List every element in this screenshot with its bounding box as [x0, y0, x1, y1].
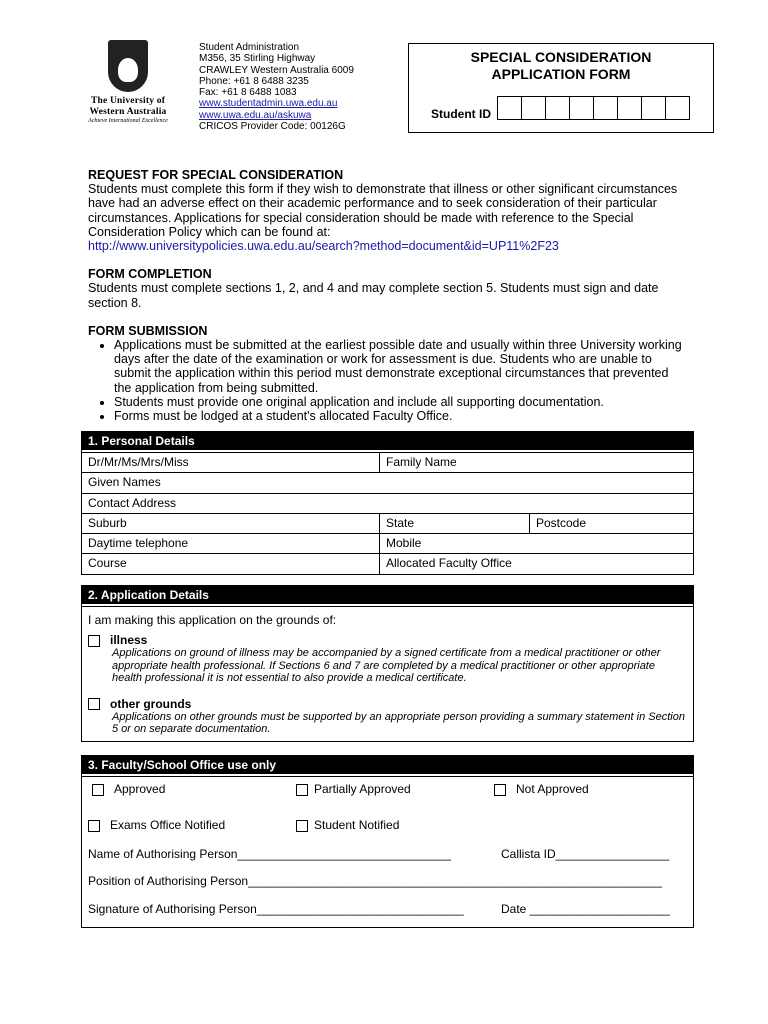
approved-label: Approved [114, 782, 166, 796]
submission-bullet: • Students must provide one original application and include all supporting documentation. [114, 395, 688, 409]
approved-checkbox[interactable] [92, 784, 104, 796]
callista-id-line[interactable]: Callista ID_________________ [501, 847, 670, 861]
other-grounds-label: other grounds [110, 696, 192, 711]
exams-office-notified-checkbox[interactable] [88, 820, 100, 832]
section-header: 3. Faculty/School Office use only [82, 756, 693, 776]
address-line: M356, 35 Stirling Highway [199, 53, 316, 65]
section-header: 2. Application Details [82, 586, 693, 606]
grounds-intro: I am making this application on the grounds of: [88, 613, 337, 627]
university-logo [88, 40, 168, 124]
form-title: SPECIAL CONSIDERATION [470, 49, 652, 65]
submission-bullet: • Forms must be lodged at a student's allocated Faculty Office. [114, 409, 688, 423]
policy-link[interactable]: http://www.universitypolicies.uwa.edu.au/search?method=document&id=UP11%2F23 [88, 239, 559, 254]
section-application-details [81, 585, 694, 742]
illness-note: Applications on ground of illness may be accompanied by a signed certificate from a medical practitioner or other appropriate health professional. If Sections 6 and 7 are completed by a medical practitioner or other appropriate health professional it is not essential to also provide a medical certificate. [112, 647, 661, 684]
illness-label: illness [110, 633, 148, 647]
not-approved-label: Not Approved [516, 782, 589, 796]
address-block [199, 42, 354, 132]
not-approved-checkbox[interactable] [494, 784, 506, 796]
family-name-field[interactable]: Family Name [386, 455, 457, 469]
section-personal-details [81, 431, 694, 575]
authorising-position-line[interactable]: Position of Authorising Person______________________________________________________________ [88, 874, 662, 888]
submission-heading: FORM SUBMISSION [88, 323, 208, 338]
other-grounds-note: Applications on other grounds must be supported by an appropriate person providing a summary statement in Section 5 or on separate documentation. [112, 710, 685, 735]
section-header: 1. Personal Details [82, 432, 693, 452]
university-name-line1: The University of [90, 96, 166, 106]
daytime-telephone-field[interactable]: Daytime telephone [82, 534, 380, 553]
partially-approved-checkbox[interactable] [296, 784, 308, 796]
phone: Phone: +61 8 6488 3235 [199, 75, 309, 87]
authorising-name-line[interactable]: Name of Authorising Person________________________________ [88, 847, 451, 861]
state-field[interactable]: State [380, 514, 530, 533]
intro-text: Students must complete this form if they wish to demonstrate that illness or other significant circumstances have had an adverse effect on their academic performance and to seek consideration of their particular circumstances. Applications for special consideration should be made with reference to the Special Consideration Policy which can be found at: [88, 182, 678, 239]
contact-address-field[interactable]: Contact Address [88, 495, 177, 510]
university-name-line2: Western Australia [89, 107, 167, 117]
exams-office-notified-label: Exams Office Notified [110, 818, 226, 832]
address-line: Student Administration [199, 42, 300, 53]
intro-heading: REQUEST FOR SPECIAL CONSIDERATION [88, 168, 344, 182]
crest-icon [108, 40, 148, 92]
askuwa-link[interactable]: www.uwa.edu.au/askuwa [199, 109, 312, 121]
partially-approved-label: Partially Approved [314, 782, 411, 796]
student-notified-label: Student Notified [314, 818, 400, 832]
fax: Fax: +61 8 6488 1083 [199, 87, 297, 99]
date-line[interactable]: Date _____________________ [501, 902, 670, 916]
title-box [408, 43, 714, 133]
studentadmin-link[interactable]: www.studentadmin.uwa.edu.au [199, 98, 338, 110]
completion-text: Students must complete sections 1, 2, and 4 and may complete section 5. Students must sign and date section 8. [88, 281, 659, 310]
title-field[interactable]: Dr/Mr/Ms/Mrs/Miss [82, 453, 380, 472]
motto: Achieve International Excellence [88, 118, 168, 124]
student-id-input[interactable] [498, 96, 690, 120]
course-field[interactable]: Course [82, 554, 380, 573]
form-subtitle: APPLICATION FORM [491, 66, 631, 82]
authorising-signature-line[interactable]: Signature of Authorising Person_______________________________ [88, 902, 464, 916]
given-names-field[interactable]: Given Names [88, 475, 161, 490]
student-notified-checkbox[interactable] [296, 820, 308, 832]
faculty-office-field[interactable]: Allocated Faculty Office [386, 556, 512, 571]
student-id-label: Student ID [431, 107, 491, 121]
mobile-field[interactable]: Mobile [386, 536, 422, 551]
section-office-use [81, 755, 694, 928]
postcode-field[interactable]: Postcode [536, 515, 587, 530]
submission-bullet: • Applications must be submitted at the earliest possible date and usually within three University working days after the date of the examination or work for assessment is due. Students who are unable to submit the application within this period must demonstrate exceptional circumstances that prevented the application from being submitted. [114, 338, 688, 395]
illness-checkbox[interactable] [88, 635, 100, 647]
other-grounds-checkbox[interactable] [88, 698, 100, 710]
completion-heading: FORM COMPLETION [88, 267, 212, 282]
address-line: CRAWLEY Western Australia 6009 [199, 64, 354, 76]
cricos-code: CRICOS Provider Code: 00126G [199, 121, 346, 133]
intro-section [88, 168, 688, 423]
suburb-field[interactable]: Suburb [82, 514, 380, 533]
